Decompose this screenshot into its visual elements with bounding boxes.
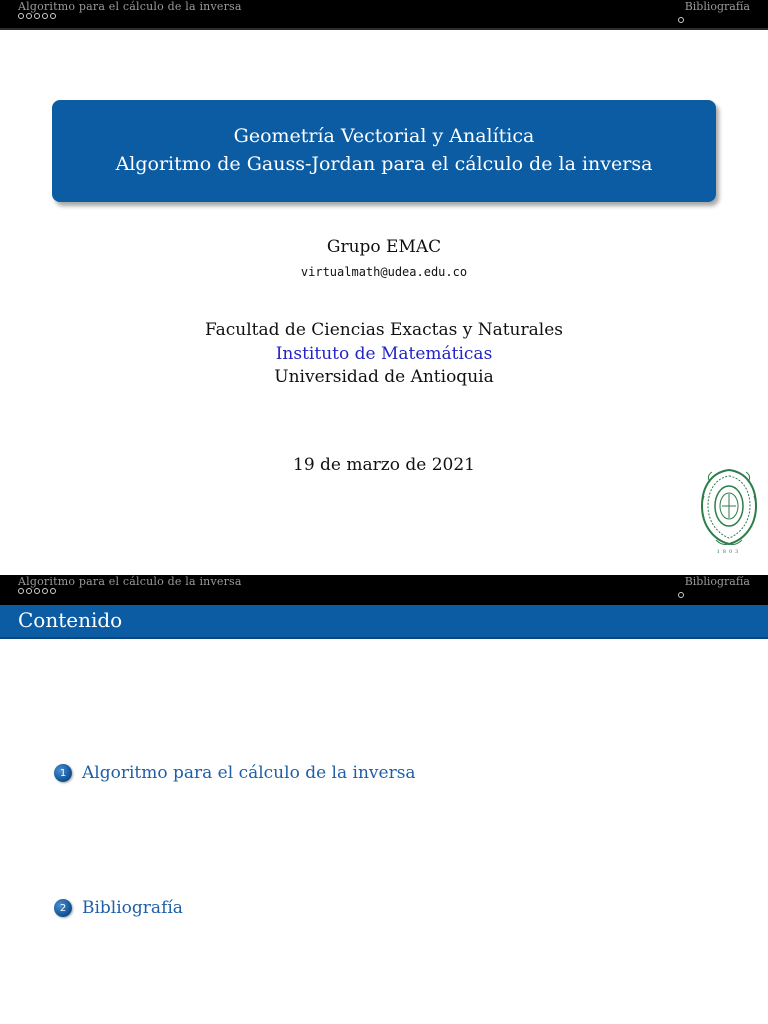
nav-section-link-algorithm[interactable]: Algoritmo para el cálculo de la inversa	[18, 575, 242, 588]
contents-slide	[0, 575, 768, 1024]
author-name: Grupo EMAC	[326, 237, 442, 257]
frame-title: Contenido	[18, 608, 123, 632]
svg-text:1803: 1803	[716, 549, 742, 555]
presentation-subtitle: Algoritmo de Gauss-Jordan para el cálculo de la inversa	[115, 153, 653, 175]
navigation-bar	[0, 0, 768, 30]
nav-frame-dots	[18, 588, 56, 594]
nav-frame-dot[interactable]	[34, 13, 40, 19]
presentation-date: 19 de marzo de 2021	[293, 455, 475, 475]
nav-frame-dot[interactable]	[50, 588, 56, 594]
nav-frame-dot[interactable]	[34, 588, 40, 594]
frame-title-bar	[0, 605, 768, 639]
institute-university: Universidad de Antioquia	[274, 367, 494, 387]
nav-frame-dot[interactable]	[678, 592, 684, 598]
toc-link-label[interactable]: Bibliografía	[82, 898, 183, 918]
nav-frame-dots	[18, 13, 56, 19]
toc-number-bullet-icon: 2	[54, 899, 72, 917]
nav-section-link-bibliography[interactable]: Bibliografía	[684, 0, 750, 13]
nav-section-link-algorithm[interactable]: Algoritmo para el cálculo de la inversa	[18, 0, 242, 13]
institute-department: Instituto de Matemáticas	[275, 344, 493, 364]
nav-frame-dot[interactable]	[42, 13, 48, 19]
nav-section-link-bibliography[interactable]: Bibliografía	[684, 575, 750, 588]
toc-item-algorithm[interactable]	[54, 763, 416, 783]
toc-item-bibliography[interactable]	[54, 898, 183, 918]
title-box	[52, 100, 716, 202]
presentation-title: Geometría Vectorial y Analítica	[233, 125, 535, 147]
nav-frame-dot[interactable]	[42, 588, 48, 594]
author-email: virtualmath@udea.edu.co	[300, 265, 468, 279]
nav-frame-dot[interactable]	[50, 13, 56, 19]
toc-number-bullet-icon: 1	[54, 764, 72, 782]
nav-frame-dot[interactable]	[26, 13, 32, 19]
institute-faculty: Facultad de Ciencias Exactas y Naturales	[205, 320, 563, 340]
navigation-bar	[0, 575, 768, 605]
nav-frame-dot[interactable]	[26, 588, 32, 594]
nav-frame-dot[interactable]	[678, 17, 684, 23]
nav-divider	[0, 28, 768, 30]
toc-link-label[interactable]: Algoritmo para el cálculo de la inversa	[82, 763, 416, 783]
university-seal-icon	[696, 466, 762, 556]
nav-frame-dot[interactable]	[18, 588, 24, 594]
nav-frame-dot[interactable]	[18, 13, 24, 19]
